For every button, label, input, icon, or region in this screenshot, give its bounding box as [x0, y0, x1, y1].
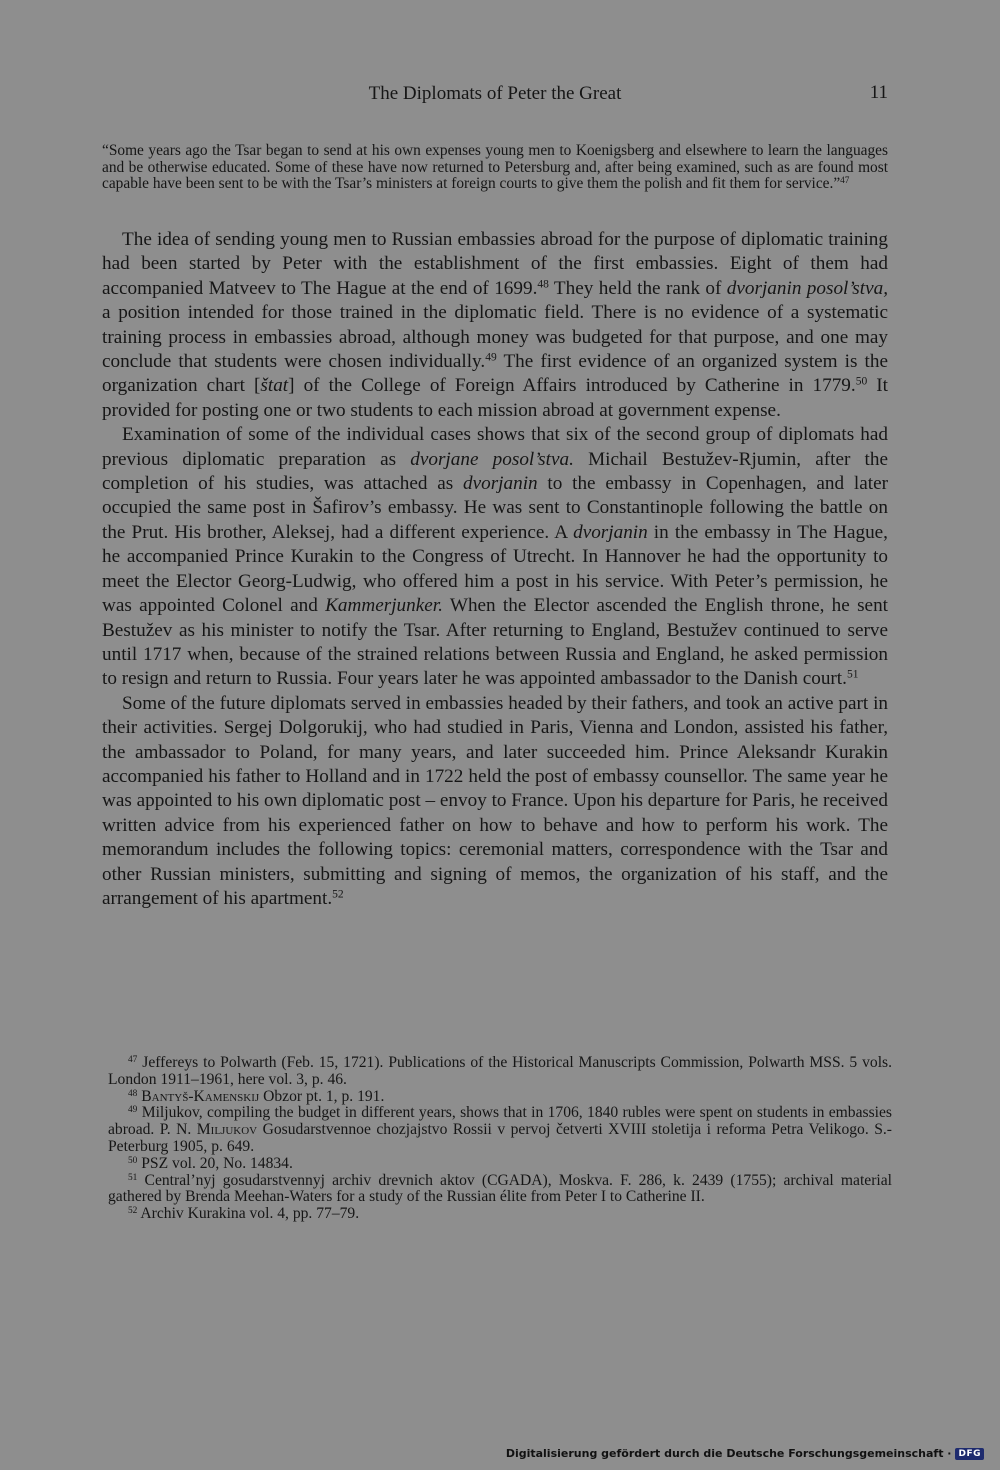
footnote-50 — [108, 1156, 892, 1173]
footnote-number: 49 — [128, 1105, 138, 1116]
text-run: a position intended for those trained in the diplomatic field. There is no evidence of a systematic training process in embassies abroad, although money was budgeted for that purpose, and one may conclude that students were chosen individually. — [102, 302, 888, 373]
footnote-48 — [108, 1089, 892, 1106]
italic-term: dvorjane posol’stva. — [410, 448, 574, 470]
footnote-ref[interactable]: 48 — [537, 278, 549, 291]
text-run: When the Elector ascended the English throne, he sent Bestužev as his minister to notify the Tsar. After returning to England, Bestužev continued to serve until 1717 when, because of the strained relations between Russia and England, he asked permission to resign and return to Russia. Four years later he was appointed ambassador to the Danish court. — [102, 595, 888, 690]
text-run: in the embassy in The Hague, he accompanied Prince Kurakin to the Congress of Utrecht. In Hannover he had the opportunity to meet the Elector Georg-Ludwig, who offered him a post in his service. With Peter’s permission, he was appointed Colonel and — [102, 521, 888, 617]
text-run: They held the rank of — [548, 277, 727, 299]
italic-term: Kammerjunker. — [325, 595, 443, 617]
running-title: The Diplomats of Peter the Great — [368, 83, 622, 104]
page-number: 11 — [869, 82, 888, 103]
footnote-ref[interactable]: 51 — [846, 668, 859, 681]
paragraph — [102, 692, 888, 912]
footnote-number: 48 — [128, 1088, 138, 1099]
footnote-number: 47 — [128, 1054, 138, 1065]
italic-term: dvorjanin — [463, 473, 538, 495]
block-quote — [102, 143, 888, 193]
text-run: The first evidence of an organized system is the organization chart [ — [102, 351, 889, 397]
digitization-footer — [506, 1447, 984, 1460]
italic-term: dvorjanin — [573, 521, 648, 543]
footnote-51 — [108, 1173, 892, 1207]
paragraph — [102, 423, 888, 691]
text-run: Some of the future diplomats served in embassies headed by their fathers, and took an active part in their activities. Sergej Dolgorukij, who had studied in Paris, Vienna and London, assisted his father, the ambassador to Poland, for many years, and later succeeded him. Prince Aleksandr Kurakin accompanied his father to Holland and in 1722 held the post of embassy counsellor. The same year he was appointed to his own diplomatic post – envoy to France. Upon his departure for Paris, he received written advice from his experienced father on how to behave and how to perform his work. The memorandum includes the following topics: ceremonial matters, correspondence with the Tsar and other Russian ministers, submitting and signing of memos, the organization of his staff, and the arrangement of his apartment. — [102, 692, 888, 909]
italic-term: štat — [260, 375, 289, 397]
footnote-ref[interactable]: 52 — [332, 888, 344, 901]
text-run: Michail Bestužev-Rjumin, after the completion of his studies, was attached as — [102, 448, 889, 495]
quote-text: “Some years ago the Tsar began to send at his own expenses young men to Koenigsberg and elsewhere to learn the languages and be otherwise educated. Some of these have now returned to Petersburg and, after being examined, such as are found most capable have been sent to be with the Tsar’s ministers at foreign courts to give them the polish and fit them for service.” — [102, 142, 888, 193]
footnote-text: Jeffereys to Polwarth (Feb. 15, 1721). Publications of the Historical Manuscripts Commission, Polwarth MSS. 5 vols. London 1911–1961, here vol. 3, p. 46. — [108, 1054, 892, 1088]
footnote-49 — [108, 1105, 892, 1155]
footnote-ref[interactable]: 47 — [840, 175, 850, 186]
running-head — [102, 82, 888, 108]
footnote-ref[interactable]: 49 — [485, 351, 497, 364]
footnote-text: PSZ vol. 20, No. 14834. — [137, 1154, 293, 1172]
author-name: Miljukov — [196, 1121, 258, 1139]
text-run: ] of the College of Foreign Affairs introduced by Catherine in 1779. — [288, 375, 856, 397]
footnote-text: Archiv Kurakina vol. 4, pp. 77–79. — [137, 1205, 360, 1223]
paragraph — [102, 228, 888, 423]
footnote-text: Central’nyj gosudarstvennyj archiv drevnich aktov (CGADA), Moskva. F. 286, k. 2439 (1755); archival material gathered by Brenda Meehan-Waters for a study of the Russian élite from Peter I to Catherine II. — [108, 1171, 892, 1206]
footnote-number: 51 — [128, 1172, 138, 1183]
footnote-text: Miljukov, compiling the budget in different years, shows that in 1706, 1840 rubles were spent on students in embassies abroad. P. N. — [108, 1104, 892, 1139]
text-run: Examination of some of the individual cases shows that six of the second group of diplomats had previous diplomatic preparation as — [102, 424, 888, 470]
footnote-number: 52 — [128, 1206, 138, 1217]
footnote-number: 50 — [128, 1155, 138, 1166]
text-run: It provided for posting one or two students to each mission abroad at government expense. — [102, 375, 888, 421]
footer-text: Digitalisierung gefördert durch die Deutsche Forschungsgemeinschaft · — [505, 1447, 952, 1460]
footnote-text: Obzor pt. 1, p. 191. — [259, 1087, 385, 1105]
footnotes — [108, 1055, 892, 1223]
footnote-47 — [108, 1055, 892, 1089]
author-name: Bantyš-Kamenskij — [141, 1087, 260, 1105]
footnote-text: Gosudarstvennoe chozjajstvo Rossii v pervoj četverti XVIII stoletija i reforma Petra Velikogo. S.-Peterburg 1905, p. 649. — [108, 1121, 892, 1155]
text-run: to the embassy in Copenhagen, and later occupied the same post in Šafirov’s embassy. He was sent to Constantinople following the battle on the Prut. His brother, Aleksej, had a different experience. A — [102, 473, 888, 543]
footnote-ref[interactable]: 50 — [855, 376, 868, 389]
text-run: The idea of sending young men to Russian embassies abroad for the purpose of diplomatic training had been started by Peter with the establishment of the first embassies. Eight of them had accompanied Matveev to The Hague at the end of 1699. — [102, 229, 888, 299]
italic-term: dvorjanin posol’stva, — [726, 277, 888, 299]
dfg-logo-icon: DFG — [955, 1448, 984, 1460]
footnote-52 — [108, 1206, 892, 1223]
main-text — [102, 228, 888, 911]
